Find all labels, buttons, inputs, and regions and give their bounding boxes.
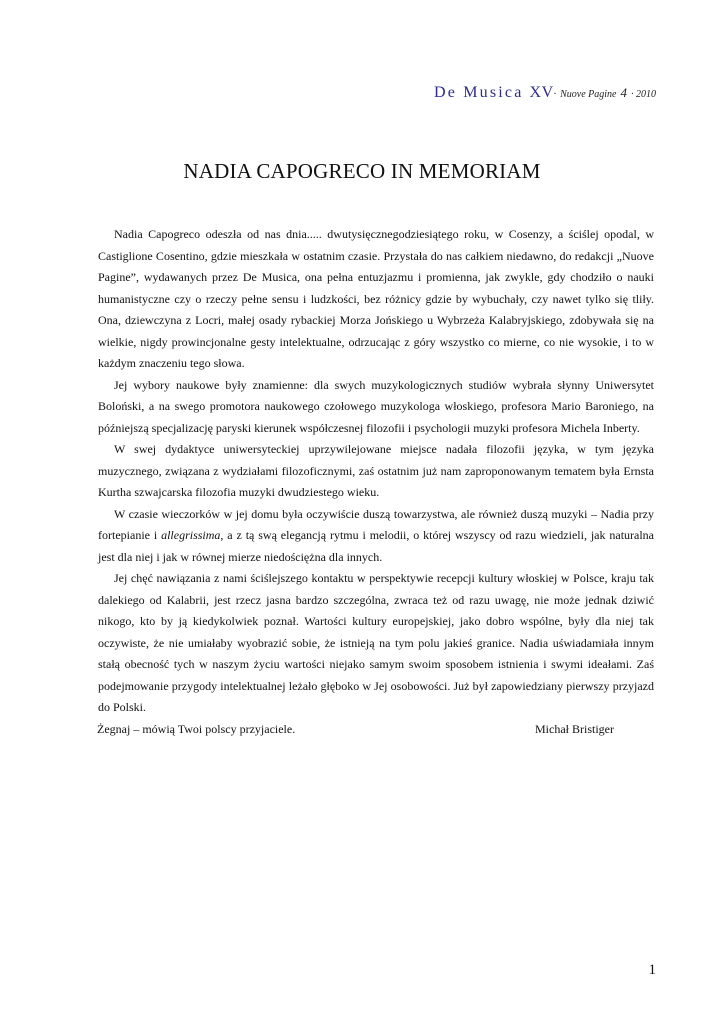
paragraph: Jej wybory naukowe były znamienne: dla swych muzykologicznych studiów wybrała słynny Uniwersytet Boloński, a na swego promotora naukowego czołowego muzykologa włoskiego, profesora Mario Baroniego, na późniejszą specjalizację paryski kierunek współczesnej filozofii i psychologii muzyki profesora Michela Inberty.: [98, 377, 654, 435]
journal-volume: XV: [529, 84, 554, 101]
paragraph: W swej dydaktyce uniwersyteckiej uprzywilejowane miejsce nadała filozofii języka, w tym języka muzycznego, związana z wydziałami filozoficznymi, zaś ostatnim już nam zaproponowanym tematem była Ernsta Kurtha szwajcarska filozofia muzyki dwudziestego wieku.: [98, 442, 654, 499]
paragraph: Jej chęć nawiązania z nami ściślejszego kontaktu w perspektywie recepcji kultury włoskiej w Polsce, kraju tak dalekiego od Kalabrii, jest rzecz jasna bardzo szczególna, zwraca też od razu uwagę, nie może jednak dziwić nikogo, kto by ją kiedykolwiek poznał. Wartości kultury europejskiej, jako dobro wspólne, były dla niej tak oczywiste, że nie umiałaby wyobrazić sobie, że istnieją na tym polu jakieś granice. Nadia uświadamiała innym stałą obecność tych w naszym życiu wartości niejako samym swoim sposobem istnienia i swymi ideałami. Zaś podejmowanie przygody intelektualnej leżało głęboko w Jej osobowości. Już był zapowiedziany pierwszy przyjazd do Polski.: [98, 571, 654, 714]
page-title: NADIA CAPOGRECO IN MEMORIAM: [183, 159, 541, 183]
issue-year: · 2010: [631, 89, 656, 100]
page-number: 1: [648, 962, 656, 978]
running-header: [434, 84, 656, 102]
journal-name: De Musica: [433, 84, 524, 101]
paragraph: [98, 504, 654, 569]
italic-term: allegrissima: [161, 528, 221, 542]
header-separator: ·: [553, 89, 557, 100]
issue-number: 4: [620, 85, 627, 100]
paragraph-text: , a z tą swą elegancją rytmu i melodii, o której wszyscy od razu wiedzieli, jak naturalna jest dla niej i jak w równej mierze niedościężna dla innych.: [98, 528, 655, 564]
farewell-line: Żegnaj – mówią Twoi polscy przyjaciele.: [97, 721, 296, 736]
series-name: Nuove Pagine: [560, 89, 617, 100]
paragraph: Nadia Capogreco odeszła od nas dnia..... dwutysięcznegodziesiątego roku, w Cosenzy, a ściślej opodal, w Castiglione Cosentino, gdzie mieszkała w ostatnim czasie. Przystała do nas całkiem niedawno, do redakcji „Nuove Pagine”, wydawanych przez De Musica, ona pełna entuzjazmu i promienna, jak zwykle, gdy chodziło o nauki humanistyczne czy o rzeczy pełne sensu i ludzkości, bez różnicy gdzie by wybuchały, czy nawet tylko się tliły. Ona, dziewczyna z Locri, małej osady rybackiej Morza Jońskiego u Wybrzeża Kalabryjskiego, zdobywała się na wielkie, nigdy prowincjonalne gesty intelektualne, odrzucając z góry wszystko co mierne, co nie wysokie, i to w każdym znaczeniu tego słowa.: [98, 227, 654, 370]
article-body: [98, 224, 654, 740]
paragraph-text: W czasie wieczorków w jej domu była oczywiście duszą towarzystwa, ale również duszą muzyki – Nadia przy fortepianie i: [98, 506, 654, 542]
author-signature: Michał Bristiger: [535, 722, 614, 736]
